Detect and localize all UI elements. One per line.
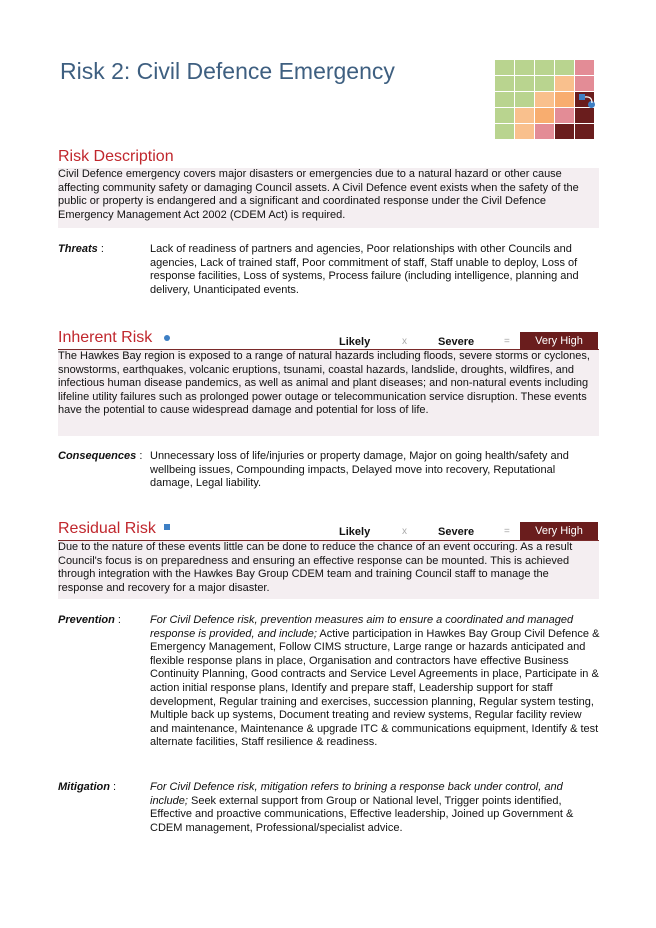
threats-text: Lack of readiness of partners and agencies, Poor relationships with other Councils and agencies, Lack of trained staff, Poor commitment of staff, Staff unable to deploy, Loss of response facilities, Loss of systems, Process failure (including intelligence, planning and delivery, Unanticipated events.: [150, 243, 579, 296]
matrix-cell: [535, 124, 555, 140]
prevention-text: [150, 614, 600, 750]
mitigation-measures: Seek external support from Group or National level, Trigger points identified, Effective and proactive communications, Effective leadership, Joined up Government & CDEM management, Professional/specialist advice.: [150, 794, 574, 834]
prevention-label: [58, 614, 121, 626]
inherent-text: The Hawkes Bay region is exposed to a range of natural hazards including floods, severe storms or cyclones, snowstorms, earthquakes, volcanic eruptions, tsunami, coastal hazards, landslide, droughts, wildfires, and infectious human disease pandemics, as well as animal and plant diseases; and non-natural events including lifeline utility failures such as prolonged power outage or telecommunication service disruption. These events have the potential to cause widespread damage and potential for loss of life.: [58, 350, 590, 417]
mitigation-label: [58, 781, 116, 793]
matrix-cell: [555, 108, 575, 124]
inherent-likelihood: Likely: [339, 336, 371, 348]
inherent-equals: =: [504, 336, 510, 347]
consequences-label: [58, 450, 142, 462]
threats-colon: :: [100, 243, 104, 255]
description-text: Civil Defence emergency covers major disasters or emergencies due to a natural hazard or other cause affecting community safety or damaging Council assets. A Civil Defence event exists when the safety of the public or property is endangered and a significant and coordinated response under the Civil Defence Emergency Management Act 2002 (CDEM Act) is required.: [58, 168, 579, 221]
prevention-measures: Active participation in Hawkes Bay Group Civil Defence & Emergency Management, Follow CIMS structure, Large range or hazards anticipated and flexible response plans in place, Organisation and contractors have effective Business Continuity Planning, Good contracts and Service Level Agreements in place, Participate in & action initial response plans, Identify and prepare staff, Leadership support for staff development, Regular training and exercises, succession planning, Regular system testing, Multiple back up systems, Document treating and review systems, Regular facility review and maintenance, Maintenance & upgrade ITC & communications equipment, Identify & test alternate facilities, Staff resilience & readiness.: [150, 627, 600, 749]
matrix-cell: [575, 60, 595, 76]
matrix-arrow-icon: [583, 94, 597, 106]
matrix-cell: [495, 60, 515, 76]
mitigation-label-text: Mitigation: [58, 781, 110, 793]
matrix-cell: [575, 76, 595, 92]
inherent-heading: Inherent Risk: [58, 329, 153, 346]
matrix-cell: [495, 76, 515, 92]
matrix-cell: [555, 60, 575, 76]
residual-box: [58, 541, 599, 599]
prevention-label-text: Prevention: [58, 614, 115, 626]
matrix-cell: [515, 108, 535, 124]
mitigation-text: [150, 781, 600, 835]
matrix-cell: [515, 124, 535, 140]
page-title: Risk 2: Civil Defence Emergency: [60, 58, 395, 84]
consequences-text: Unnecessary loss of life/injuries or property damage, Major on going health/safety and wellbeing issues, Compounding impacts, Delayed move into recovery, Reputational damage, Legal liability.: [150, 450, 569, 490]
matrix-cell: [575, 124, 595, 140]
residual-square-icon: [164, 524, 170, 530]
matrix-cell: [555, 92, 575, 108]
matrix-cell: [515, 60, 535, 76]
matrix-cell: [495, 108, 515, 124]
description-box: [58, 168, 599, 228]
matrix-cell: [555, 124, 575, 140]
prevention-intro: For Civil Defence risk, prevention measures aim to ensure a coordinated and managed response is provided, and include;: [150, 614, 574, 640]
matrix-cell: [575, 108, 595, 124]
prevention-colon: :: [117, 614, 121, 626]
matrix-cell: [555, 76, 575, 92]
matrix-cell: [515, 92, 535, 108]
description-heading: Risk Description: [58, 148, 174, 165]
inherent-impact: Severe: [438, 336, 475, 348]
inherent-box: [58, 350, 599, 436]
inherent-dot-icon: [164, 335, 170, 341]
matrix-cell: [535, 60, 555, 76]
residual-heading: Residual Risk: [58, 520, 156, 537]
residual-likelihood: Likely: [339, 526, 371, 538]
matrix-cell: [535, 76, 555, 92]
consequences-colon: :: [139, 450, 143, 462]
residual-header: [58, 522, 599, 541]
consequences-label-text: Consequences: [58, 450, 137, 462]
residual-text: Due to the nature of these events little can be done to reduce the chance of an event occuring. As a result Council's focus is on preparedness and ensuring an effective response can be mounted. This is achieved through integration with the Hawkes Bay Group CDEM team and training Council staff to manage the response and recovery for a major disaster.: [58, 541, 573, 594]
matrix-cell: [495, 124, 515, 140]
matrix-cell: [515, 76, 535, 92]
mitigation-colon: :: [113, 781, 117, 793]
matrix-cell: [495, 92, 515, 108]
matrix-cell: [535, 108, 555, 124]
mitigation-intro: For Civil Defence risk, mitigation refers to brining a response back under control, and include;: [150, 781, 563, 807]
inherent-rating-badge: Very High: [520, 332, 598, 350]
inherent-header: [58, 331, 599, 350]
residual-equals: =: [504, 526, 510, 537]
residual-impact: Severe: [438, 526, 475, 538]
inherent-times: x: [402, 336, 407, 347]
threats-label: [58, 243, 104, 255]
residual-rating-badge: Very High: [520, 522, 598, 540]
description-header: [58, 150, 599, 169]
matrix-cell: [535, 92, 555, 108]
threats-label-text: Threats: [58, 243, 98, 255]
residual-times: x: [402, 526, 407, 537]
risk-matrix: [495, 60, 595, 140]
